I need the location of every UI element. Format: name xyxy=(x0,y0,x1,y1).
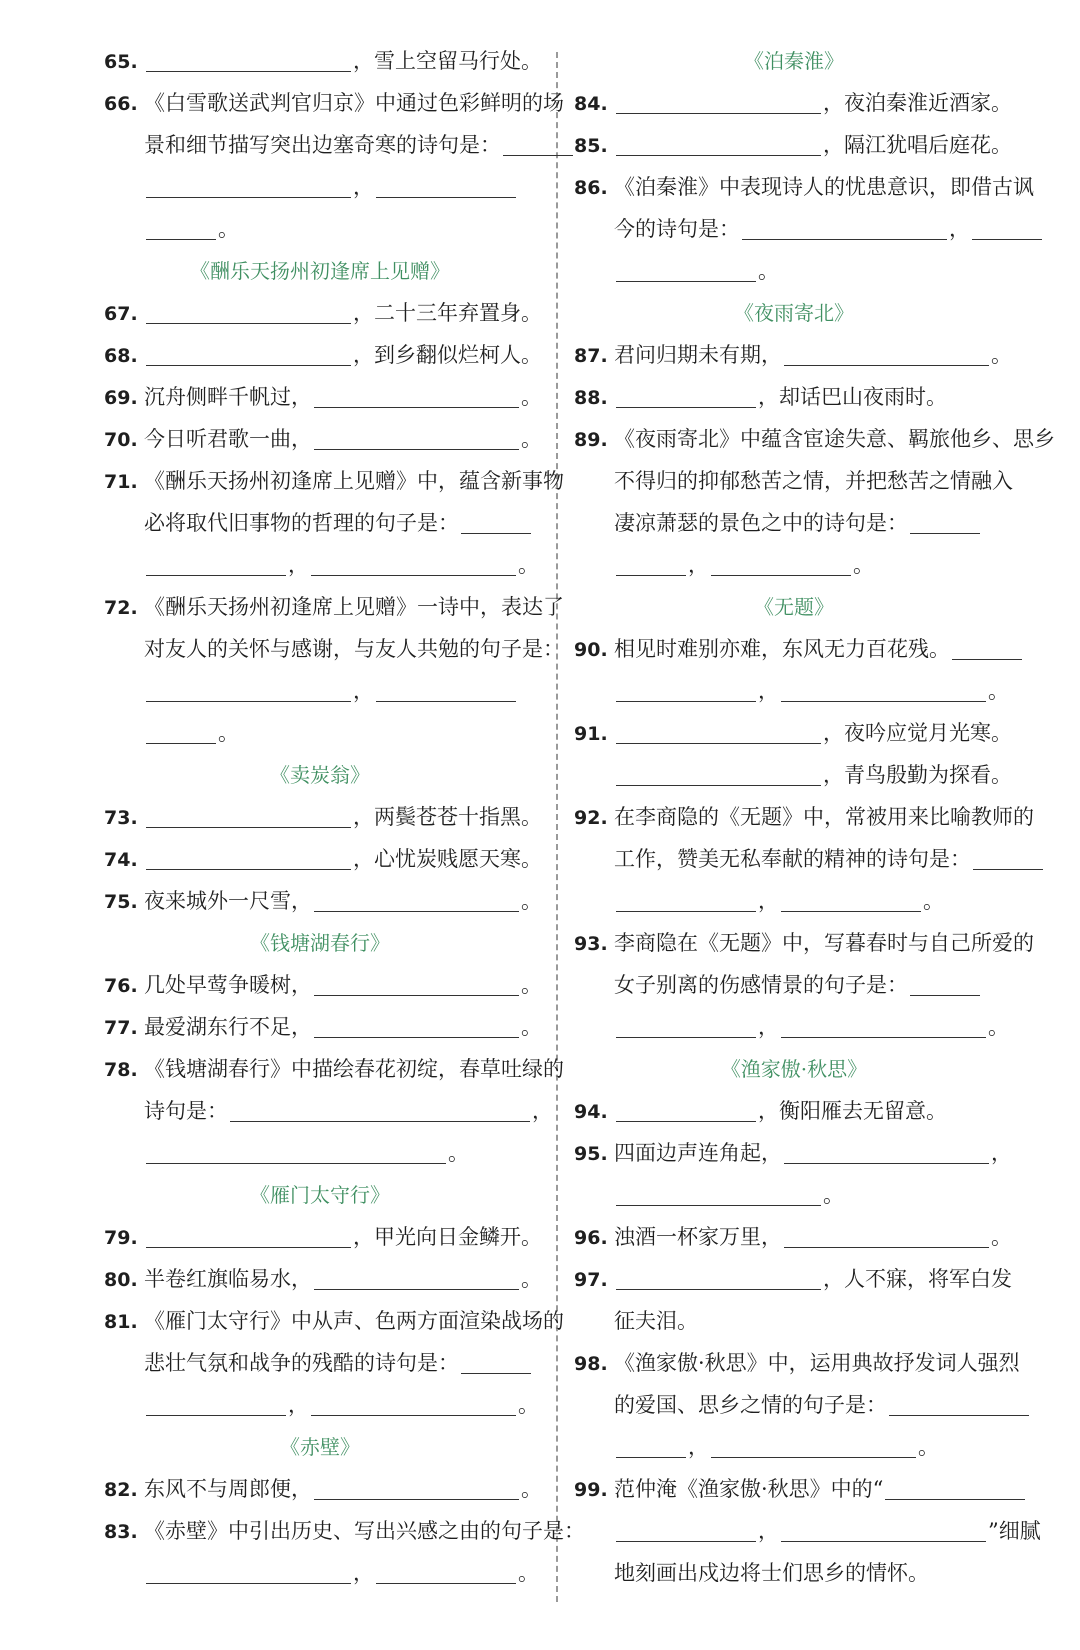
answer-blank[interactable] xyxy=(314,421,519,450)
question-text: 《赤壁》中引出历史、写出兴感之由的句子是： xyxy=(144,1519,585,1543)
question-text: 《雁门太守行》中从声、色两方面渲染战场的 xyxy=(144,1309,564,1333)
question-text: 半卷红旗临易水， xyxy=(144,1267,312,1291)
question-number: 93. xyxy=(574,933,608,955)
question-line xyxy=(104,418,542,460)
question-number: 78. xyxy=(104,1059,138,1081)
question-text: 对友人的关怀与感谢，与友人共勉的句子是： xyxy=(144,637,564,661)
answer-blank[interactable] xyxy=(314,1261,519,1290)
answer-blank[interactable] xyxy=(376,673,516,702)
answer-blank[interactable] xyxy=(784,1135,989,1164)
answer-blank[interactable] xyxy=(146,211,216,240)
question-text: ，甲光向日金鳞开。 xyxy=(353,1225,542,1249)
poem-section-title: 《雁门太守行》 xyxy=(250,1183,390,1207)
question-line xyxy=(104,796,542,838)
question-number: 67. xyxy=(104,303,138,325)
question-number: 85. xyxy=(574,135,608,157)
question-line xyxy=(104,1384,539,1426)
question-text: ， xyxy=(758,889,779,913)
question-text: ， xyxy=(991,1141,1012,1165)
question-number: 74. xyxy=(104,849,138,871)
question-number: 98. xyxy=(574,1353,608,1375)
question-text: ，两鬓苍苍十指黑。 xyxy=(353,805,542,829)
answer-blank[interactable] xyxy=(314,883,519,912)
question-text: 《渔家傲·秋思》中，运用典故抒发词人强烈 xyxy=(614,1351,1020,1375)
question-number: 96. xyxy=(574,1227,608,1249)
answer-blank[interactable] xyxy=(311,547,516,576)
question-line xyxy=(574,1384,1014,1426)
answer-blank[interactable] xyxy=(146,715,216,744)
answer-blank[interactable] xyxy=(711,1429,916,1458)
answer-blank[interactable] xyxy=(146,295,351,324)
question-text: ，到乡翻似烂柯人。 xyxy=(353,343,542,367)
question-text: 诗句是： xyxy=(144,1099,228,1123)
question-line xyxy=(574,628,1014,670)
question-text: ，二十三年弃置身。 xyxy=(353,301,542,325)
question-text: ， xyxy=(688,1435,709,1459)
question-line xyxy=(104,1468,542,1510)
question-text: 。 xyxy=(991,343,1012,367)
poem-section-title: 《泊秦淮》 xyxy=(744,49,844,73)
answer-blank[interactable] xyxy=(784,337,989,366)
question-number: 73. xyxy=(104,807,138,829)
question-line xyxy=(574,1132,1014,1174)
question-text: ，隔江犹唱后庭花。 xyxy=(823,133,1012,157)
question-text: 《酬乐天扬州初逢席上见赠》一诗中，表达了 xyxy=(144,595,564,619)
question-text: 《白雪歌送武判官归京》中通过色彩鲜明的场 xyxy=(144,91,564,115)
question-text: 。 xyxy=(448,1141,469,1165)
answer-blank[interactable] xyxy=(889,1387,1029,1416)
answer-blank[interactable] xyxy=(781,883,921,912)
question-text: ，却话巴山夜雨时。 xyxy=(758,385,947,409)
question-text: 。 xyxy=(218,721,239,745)
question-text: 。 xyxy=(521,385,542,409)
question-text: 在李商隐的《无题》中，常被用来比喻教师的 xyxy=(614,805,1034,829)
answer-blank[interactable] xyxy=(885,1471,1025,1500)
question-text: ，心忧炭贱愿天寒。 xyxy=(353,847,542,871)
answer-blank[interactable] xyxy=(616,715,821,744)
question-text: 。 xyxy=(521,427,542,451)
question-text: 。 xyxy=(521,889,542,913)
left-column xyxy=(104,40,585,1594)
question-text: 几处早莺争暖树， xyxy=(144,973,312,997)
question-number: 87. xyxy=(574,345,608,367)
answer-blank[interactable] xyxy=(781,1009,986,1038)
question-line xyxy=(574,1216,1014,1258)
question-line xyxy=(104,334,542,376)
question-text: 。 xyxy=(518,1561,539,1585)
question-line xyxy=(574,1174,1014,1216)
question-text: 悲壮气氛和战争的残酷的诗句是： xyxy=(144,1351,459,1375)
question-line xyxy=(574,1258,1014,1300)
question-text: ， xyxy=(758,1015,779,1039)
question-text: ， xyxy=(758,679,779,703)
question-line xyxy=(104,376,542,418)
question-line xyxy=(104,292,542,334)
question-text: ， xyxy=(532,1099,553,1123)
question-number: 81. xyxy=(104,1311,138,1333)
question-line xyxy=(104,1132,536,1174)
question-line xyxy=(574,460,1014,502)
question-text: ， xyxy=(949,217,970,241)
question-text: 。 xyxy=(988,679,1009,703)
question-line xyxy=(104,208,536,250)
question-text: 地刻画出戍边将士们思乡的情怀。 xyxy=(614,1561,929,1585)
question-number: 77. xyxy=(104,1017,138,1039)
question-number: 79. xyxy=(104,1227,138,1249)
question-text: 相见时难别亦难，东风无力百花残。 xyxy=(614,637,950,661)
question-line xyxy=(574,1090,1014,1132)
question-number: 68. xyxy=(104,345,138,367)
question-line xyxy=(104,880,542,922)
question-line xyxy=(574,544,1014,586)
answer-blank[interactable] xyxy=(146,1555,351,1584)
question-number: 70. xyxy=(104,429,138,451)
answer-blank[interactable] xyxy=(616,253,756,282)
question-text: ，雪上空留马行处。 xyxy=(353,49,542,73)
answer-blank[interactable] xyxy=(146,43,351,72)
question-text: 必将取代旧事物的哲理的句子是： xyxy=(144,511,459,535)
answer-blank[interactable] xyxy=(784,1219,989,1248)
answer-blank[interactable] xyxy=(146,1135,446,1164)
question-line xyxy=(574,922,1034,964)
question-line xyxy=(574,796,1034,838)
question-line xyxy=(574,964,1014,1006)
question-text: ， xyxy=(288,553,309,577)
question-text: 。 xyxy=(853,553,874,577)
question-text: 《夜雨寄北》中蕴含宦途失意、羁旅他乡、思乡 xyxy=(614,427,1055,451)
question-text: 景和细节描写突出边塞奇寒的诗句是： xyxy=(144,133,501,157)
question-line xyxy=(104,1342,536,1384)
question-line xyxy=(104,166,536,208)
answer-blank[interactable] xyxy=(973,841,1043,870)
question-line xyxy=(104,502,536,544)
question-text: ， xyxy=(758,1519,779,1543)
question-line xyxy=(104,712,536,754)
question-line xyxy=(574,1342,1020,1384)
answer-blank[interactable] xyxy=(146,169,351,198)
question-line xyxy=(574,880,1014,922)
question-text: 范仲淹《渔家傲·秋思》中的“ xyxy=(614,1477,884,1501)
answer-blank[interactable] xyxy=(314,379,519,408)
question-text: ， xyxy=(353,175,374,199)
answer-blank[interactable] xyxy=(146,799,351,828)
question-line xyxy=(574,712,1014,754)
question-line xyxy=(104,1216,542,1258)
answer-blank[interactable] xyxy=(314,967,519,996)
question-line xyxy=(104,586,564,628)
question-text: ，青鸟殷勤为探看。 xyxy=(823,763,1012,787)
answer-blank[interactable] xyxy=(781,1513,986,1542)
question-number: 91. xyxy=(574,723,608,745)
question-number: 75. xyxy=(104,891,138,913)
question-text: ， xyxy=(353,1561,374,1585)
question-number: 72. xyxy=(104,597,138,619)
answer-blank[interactable] xyxy=(461,505,531,534)
question-number: 89. xyxy=(574,429,608,451)
question-text: 。 xyxy=(521,973,542,997)
question-number: 92. xyxy=(574,807,608,829)
question-text: ， xyxy=(288,1393,309,1417)
question-text: 浊酒一杯家万里， xyxy=(614,1225,782,1249)
answer-blank[interactable] xyxy=(616,673,756,702)
question-line xyxy=(574,670,1014,712)
question-line xyxy=(574,1468,1014,1510)
answer-blank[interactable] xyxy=(314,1471,519,1500)
question-text: 。 xyxy=(521,1477,542,1501)
question-number: 84. xyxy=(574,93,608,115)
question-text: ”细腻 xyxy=(988,1519,1041,1543)
question-text: 最爱湖东行不足， xyxy=(144,1015,312,1039)
question-line xyxy=(104,82,564,124)
question-line xyxy=(574,124,1014,166)
question-text: 。 xyxy=(991,1225,1012,1249)
question-line xyxy=(104,1300,564,1342)
question-text: ，夜泊秦淮近酒家。 xyxy=(823,91,1012,115)
question-number: 82. xyxy=(104,1479,138,1501)
answer-blank[interactable] xyxy=(616,1513,756,1542)
question-text: 凄凉萧瑟的景色之中的诗句是： xyxy=(614,511,908,535)
question-line xyxy=(574,250,1014,292)
question-text: 《钱塘湖春行》中描绘春花初绽，春草吐绿的 xyxy=(144,1057,564,1081)
question-text: 夜来城外一尺雪， xyxy=(144,889,312,913)
question-line xyxy=(104,1048,564,1090)
question-line xyxy=(574,1006,1014,1048)
question-text: 《酬乐天扬州初逢席上见赠》中，蕴含新事物 xyxy=(144,469,564,493)
question-text: 四面边声连角起， xyxy=(614,1141,782,1165)
question-text: 。 xyxy=(988,1015,1009,1039)
question-text: 。 xyxy=(218,217,239,241)
question-line xyxy=(574,502,1014,544)
answer-blank[interactable] xyxy=(616,757,821,786)
question-number: 88. xyxy=(574,387,608,409)
question-number: 71. xyxy=(104,471,138,493)
question-text: 。 xyxy=(823,1183,844,1207)
answer-blank[interactable] xyxy=(711,547,851,576)
answer-blank[interactable] xyxy=(616,1093,756,1122)
question-text: 东风不与周郎便， xyxy=(144,1477,312,1501)
question-text: 。 xyxy=(521,1267,542,1291)
question-line xyxy=(574,1510,1041,1552)
question-line xyxy=(574,838,1014,880)
answer-blank[interactable] xyxy=(742,211,947,240)
question-line xyxy=(104,964,542,1006)
question-line xyxy=(574,334,1014,376)
answer-blank[interactable] xyxy=(311,1387,516,1416)
question-text: 。 xyxy=(518,1393,539,1417)
question-number: 69. xyxy=(104,387,138,409)
question-text: ， xyxy=(688,553,709,577)
question-line xyxy=(574,166,1034,208)
question-text: 今日听君歌一曲， xyxy=(144,427,312,451)
question-line xyxy=(104,1258,542,1300)
poem-section-title: 《卖炭翁》 xyxy=(270,763,370,787)
question-line xyxy=(574,82,1014,124)
question-text: 。 xyxy=(518,553,539,577)
question-text: 征夫泪。 xyxy=(614,1309,698,1333)
answer-blank[interactable] xyxy=(376,169,516,198)
question-text: 。 xyxy=(758,259,779,283)
question-line xyxy=(104,1552,539,1594)
question-line xyxy=(104,628,564,670)
answer-blank[interactable] xyxy=(616,1177,821,1206)
answer-blank[interactable] xyxy=(616,85,821,114)
question-line xyxy=(574,376,1014,418)
question-number: 97. xyxy=(574,1269,608,1291)
answer-blank[interactable] xyxy=(146,1219,351,1248)
answer-blank[interactable] xyxy=(616,1261,821,1290)
answer-blank[interactable] xyxy=(230,1093,530,1122)
question-text: 君问归期未有期， xyxy=(614,343,782,367)
poem-section-title: 《无题》 xyxy=(754,595,834,619)
question-line xyxy=(104,544,539,586)
question-text: 今的诗句是： xyxy=(614,217,740,241)
question-line xyxy=(104,1006,542,1048)
question-number: 99. xyxy=(574,1479,608,1501)
poem-section-title: 《赤壁》 xyxy=(280,1435,360,1459)
question-line xyxy=(104,838,542,880)
answer-blank[interactable] xyxy=(146,547,286,576)
answer-blank[interactable] xyxy=(910,505,980,534)
question-text: ，人不寐，将军白发 xyxy=(823,1267,1012,1291)
question-number: 76. xyxy=(104,975,138,997)
answer-blank[interactable] xyxy=(616,883,756,912)
answer-blank[interactable] xyxy=(461,1345,531,1374)
question-text: 不得归的抑郁愁苦之情，并把愁苦之情融入 xyxy=(614,469,1013,493)
question-number: 90. xyxy=(574,639,608,661)
question-text: 沉舟侧畔千帆过， xyxy=(144,385,312,409)
question-line xyxy=(104,1510,585,1552)
question-line xyxy=(574,1426,1014,1468)
question-number: 94. xyxy=(574,1101,608,1123)
question-text: 女子别离的伤感情景的句子是： xyxy=(614,973,908,997)
answer-blank[interactable] xyxy=(616,547,686,576)
question-number: 66. xyxy=(104,93,138,115)
question-number: 80. xyxy=(104,1269,138,1291)
answer-blank[interactable] xyxy=(616,1009,756,1038)
answer-blank[interactable] xyxy=(146,337,351,366)
answer-blank[interactable] xyxy=(781,673,986,702)
answer-blank[interactable] xyxy=(616,127,821,156)
answer-blank[interactable] xyxy=(503,127,573,156)
question-number: 65. xyxy=(104,51,138,73)
question-text: 。 xyxy=(521,1015,542,1039)
poem-section-title: 《渔家傲·秋思》 xyxy=(720,1057,868,1081)
answer-blank[interactable] xyxy=(972,211,1042,240)
question-text: ，衡阳雁去无留意。 xyxy=(758,1099,947,1123)
answer-blank[interactable] xyxy=(376,1555,516,1584)
answer-blank[interactable] xyxy=(910,967,980,996)
poem-section-title: 《夜雨寄北》 xyxy=(734,301,854,325)
question-line xyxy=(104,670,536,712)
answer-blank[interactable] xyxy=(146,841,351,870)
answer-blank[interactable] xyxy=(616,379,756,408)
question-text: 李商隐在《无题》中，写暮春时与自己所爱的 xyxy=(614,931,1034,955)
question-line xyxy=(574,754,1014,796)
question-line xyxy=(104,1090,553,1132)
question-text: 。 xyxy=(923,889,944,913)
question-line xyxy=(574,1552,1014,1594)
right-column xyxy=(574,40,1055,1594)
column-divider xyxy=(556,52,558,1602)
question-text: 。 xyxy=(918,1435,939,1459)
question-number: 83. xyxy=(104,1521,138,1543)
question-line xyxy=(104,124,536,166)
question-text: ，夜吟应觉月光寒。 xyxy=(823,721,1012,745)
question-line xyxy=(104,460,564,502)
question-line xyxy=(574,1300,1014,1342)
answer-blank[interactable] xyxy=(314,1009,519,1038)
answer-blank[interactable] xyxy=(146,673,351,702)
question-line xyxy=(574,208,1014,250)
question-text: 的爱国、思乡之情的句子是： xyxy=(614,1393,887,1417)
answer-blank[interactable] xyxy=(616,1429,686,1458)
question-line xyxy=(574,418,1055,460)
question-number: 95. xyxy=(574,1143,608,1165)
question-text: ， xyxy=(353,679,374,703)
answer-blank[interactable] xyxy=(146,1387,286,1416)
question-number: 86. xyxy=(574,177,608,199)
question-text: 《泊秦淮》中表现诗人的忧患意识，即借古讽 xyxy=(614,175,1034,199)
question-line xyxy=(104,40,542,82)
poem-section-title: 《钱塘湖春行》 xyxy=(250,931,390,955)
question-text: 工作，赞美无私奉献的精神的诗句是： xyxy=(614,847,971,871)
answer-blank[interactable] xyxy=(952,631,1022,660)
poem-section-title: 《酬乐天扬州初逢席上见赠》 xyxy=(190,259,450,283)
